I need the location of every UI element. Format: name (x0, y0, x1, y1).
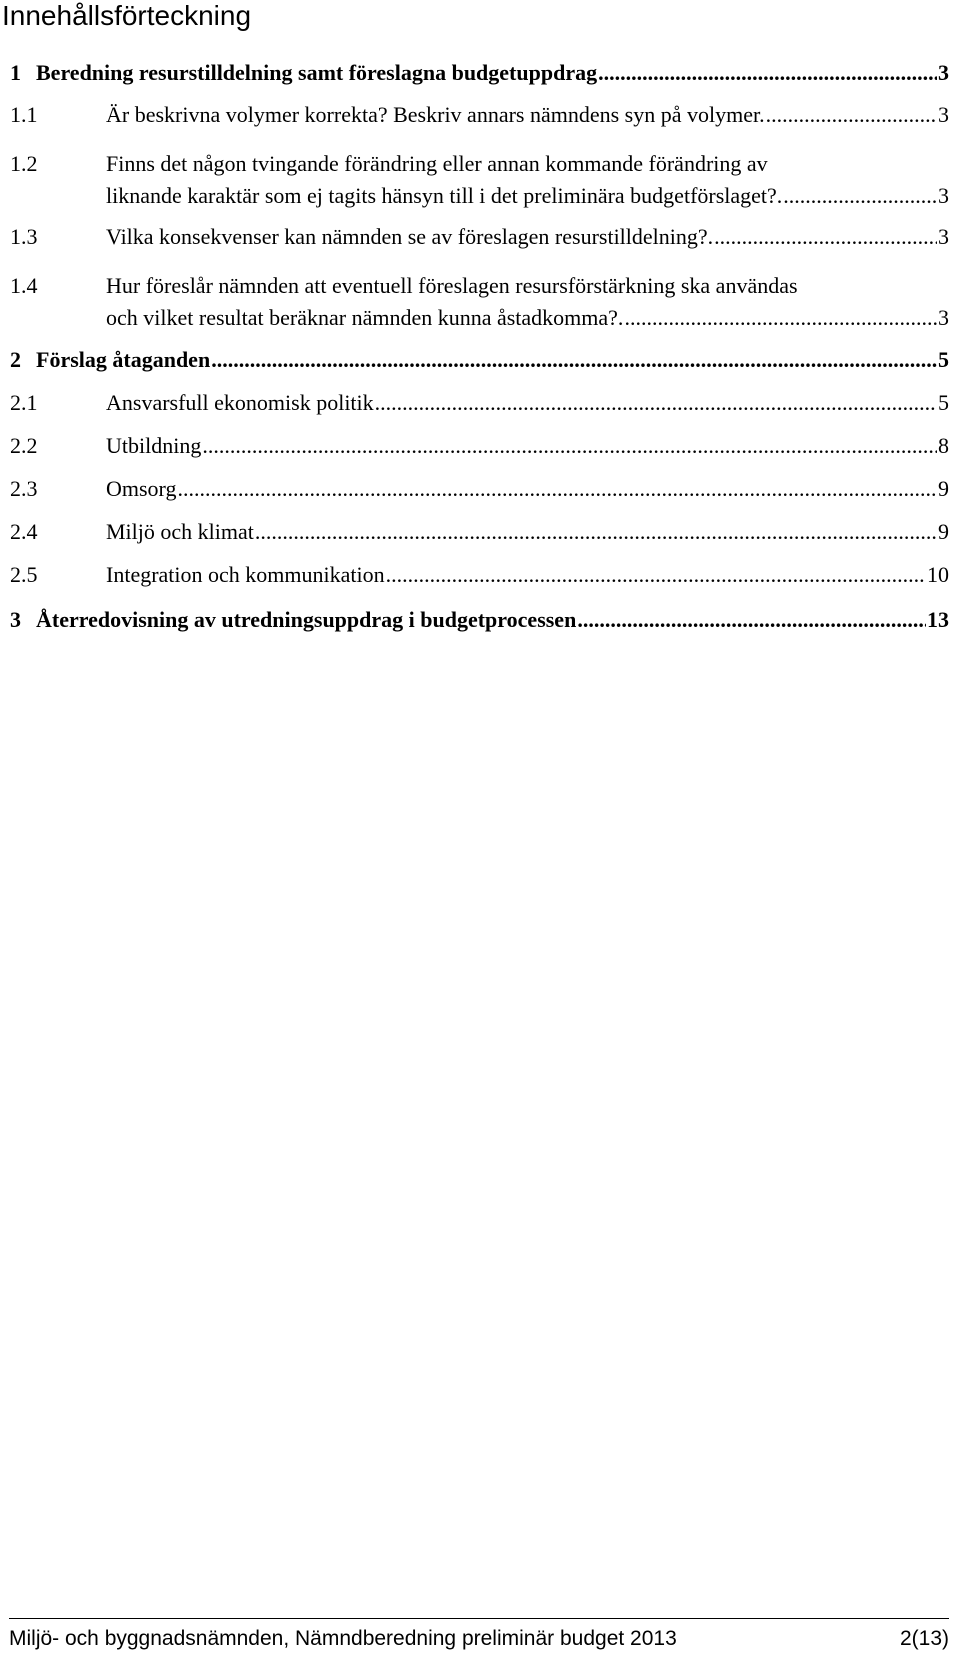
toc-entry-line (106, 559, 949, 591)
toc-entry-line (36, 604, 949, 636)
toc-entry-page: 9 (938, 519, 949, 544)
dot-leader (766, 99, 937, 131)
toc-entry-title: Utbildning (106, 433, 202, 458)
dot-leader (598, 57, 937, 89)
toc-entry-number: 2.4 (10, 519, 38, 544)
dot-leader (714, 221, 937, 253)
toc-entry-page: 3 (938, 102, 949, 127)
toc-entry-line (106, 387, 949, 419)
toc-entry-title-line-2: och vilket resultat beräknar nämnden kunna åstadkomma?. (106, 305, 624, 330)
toc-entry-title-line-1: Hur föreslår nämnden att eventuell föreslagen resursförstärkning ska användas (106, 273, 798, 298)
toc-entry-number: 2.2 (10, 433, 38, 458)
toc-entry-page: 5 (938, 347, 949, 372)
toc-entry-line (106, 516, 949, 548)
toc-entry-title: Vilka konsekvenser kan nämnden se av föreslagen resurstilldelning?. (106, 224, 714, 249)
dot-leader (375, 387, 937, 419)
toc-entry-line (36, 344, 949, 376)
toc-entry-title-line-2: liknande karaktär som ej tagits hänsyn till i det preliminära budgetförslaget?. (106, 183, 783, 208)
footer-divider (9, 1618, 949, 1619)
toc-entry-number: 3 (10, 607, 21, 632)
toc-heading: Innehållsförteckning (2, 0, 252, 31)
toc-entry-title: Är beskrivna volymer korrekta? Beskriv annars nämndens syn på volymer. (106, 102, 765, 127)
dot-leader (178, 473, 938, 505)
toc-entry-title: Beredning resurstilldelning samt föreslagna budgetuppdrag (36, 60, 598, 85)
toc-entry-number: 2 (10, 347, 21, 372)
toc-entry-title: Integration och kommunikation (106, 562, 385, 587)
toc-entry-number: 1.4 (10, 273, 38, 298)
toc-entry-title: Miljö och klimat (106, 519, 254, 544)
toc-entry-page: 9 (938, 476, 949, 501)
footer-document-title: Miljö- och byggnadsnämnden, Nämndberedning preliminär budget 2013 (9, 1627, 677, 1650)
toc-entry-title: Omsorg (106, 476, 177, 501)
toc-entry-page: 5 (938, 390, 949, 415)
toc-entry-number: 1.1 (10, 102, 38, 127)
toc-entry-number: 2.5 (10, 562, 38, 587)
toc-entry-page: 13 (927, 607, 949, 632)
toc-entry-line (106, 99, 949, 131)
toc-entry-page: 3 (938, 224, 949, 249)
page-footer (9, 1626, 949, 1652)
toc-entry-page: 3 (938, 183, 949, 208)
toc-entry-page: 10 (927, 562, 949, 587)
toc-entry-line (106, 430, 949, 462)
toc-entry-line (106, 221, 949, 253)
toc-entry-page: 8 (938, 433, 949, 458)
dot-leader (577, 604, 926, 636)
dot-leader (783, 180, 937, 212)
toc-entry-number: 1 (10, 60, 21, 85)
toc-entry-line (106, 302, 949, 334)
footer-page-number: 2(13) (899, 1627, 949, 1650)
toc-entry-title: Förslag åtaganden (36, 347, 211, 372)
toc-entry-page: 3 (938, 60, 949, 85)
toc-entry-line (36, 57, 949, 89)
dot-leader (624, 302, 937, 334)
toc-entry-title-line-1: Finns det någon tvingande förändring eller annan kommande förändring av (106, 151, 768, 176)
dot-leader (211, 344, 937, 376)
toc-entry-number: 1.3 (10, 224, 38, 249)
dot-leader (255, 516, 937, 548)
toc-entry-title: Återredovisning av utredningsuppdrag i budgetprocessen (36, 607, 577, 632)
toc-entry-page: 3 (938, 305, 949, 330)
toc-entry-number: 2.3 (10, 476, 38, 501)
toc-entry-line (106, 473, 949, 505)
toc-entry-number: 1.2 (10, 151, 38, 176)
toc-entry-title: Ansvarsfull ekonomisk politik (106, 390, 374, 415)
toc-entry-number: 2.1 (10, 390, 38, 415)
dot-leader (202, 430, 937, 462)
toc-entry-line (106, 180, 949, 212)
dot-leader (386, 559, 926, 591)
